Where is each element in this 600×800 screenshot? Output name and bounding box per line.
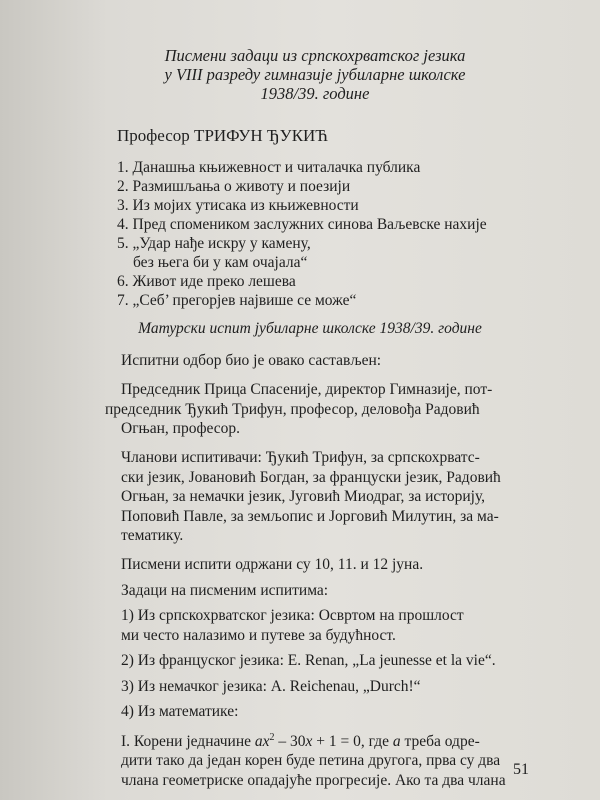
text-line: Председник Прица Спасеније, директор Гимназије, пот- xyxy=(121,381,493,398)
text-line: 1) Из српскохрватског језика: Освртом на прошлост xyxy=(121,607,464,624)
committee-intro: Испитни одбор био је овако састављен: xyxy=(121,352,382,369)
math-text: + 1 = 0, где xyxy=(312,732,393,750)
math-var: x xyxy=(305,732,313,750)
text-line: тематику. xyxy=(121,527,184,544)
text-line: Огњан, за немачки језик, Југовић Миодраг, за историју, xyxy=(121,488,486,505)
text-line: дити тако да један корен буде петина другога, прва су два xyxy=(121,752,501,770)
text-line: члана геометриске опадајуће прогресије. Ако та два члана xyxy=(121,771,506,789)
text-line: Огњан, професор. xyxy=(121,420,241,437)
topic-item: 3. Из мојих утисака из књижевности xyxy=(117,197,359,214)
math-text: – 30 xyxy=(274,732,306,750)
topic-item-continuation: без њега би у кам очајала“ xyxy=(133,254,308,271)
math-start: I. Корени једначине xyxy=(121,732,255,750)
topic-item: 6. Живот иде преко лешева xyxy=(117,273,296,290)
heading-line-3: 1938/39. године xyxy=(260,84,370,103)
text-line: председник Ђукић Трифун, професор, деловођа Радовић xyxy=(105,400,480,418)
topic-item: 7. „Себ’ прегорјев највише се може“ xyxy=(117,292,357,309)
topic-item: 1. Данашња књижевност и читалачка публика xyxy=(117,159,421,176)
text-line: ски језик, Јовановић Богдан, за француски језик, Радовић xyxy=(121,468,501,486)
dates-paragraph: Писмени испити одржани су 10, 11. и 12 јуна. xyxy=(121,556,424,573)
tasks-intro: Задаци на писменим испитима: xyxy=(121,581,329,599)
exam-heading: Матурски испит јубиларне школске 1938/39. године xyxy=(138,320,482,337)
section-heading xyxy=(140,46,490,103)
text-line: Поповић Павле, за земљопис и Јорговић Милутин, за ма- xyxy=(121,507,499,525)
task-4: 4) Из математике: xyxy=(121,703,239,720)
topic-item: 2. Размишљања о животу и поезији xyxy=(117,178,351,195)
topics-list xyxy=(117,158,487,310)
heading-line-1: Писмени задаци из српскохрватског језика xyxy=(164,46,466,65)
text-line: Чланови испитивачи: Ђукић Трифун, за српскохрватс- xyxy=(121,449,480,466)
professor-name: Професор ТРИФУН ЂУКИЋ xyxy=(117,126,328,145)
president-paragraph xyxy=(105,380,535,439)
task-3: 3) Из немачког језика: A. Reichenau, „Durch!“ xyxy=(121,677,421,695)
examiners-paragraph xyxy=(105,448,535,546)
task-2: 2) Из француског језика: E. Renan, „La jeunesse et la vie“. xyxy=(121,652,496,669)
text-line xyxy=(105,728,535,752)
math-var: a xyxy=(392,732,401,750)
task-1 xyxy=(105,606,535,645)
math-text: треба одре- xyxy=(400,732,480,750)
math-problem xyxy=(105,728,535,791)
topic-item: 5. „Удар нађе искру у камену, xyxy=(117,235,311,252)
body-text xyxy=(105,351,535,800)
text-line: ми често налазимо и путеве за будућност. xyxy=(121,626,396,644)
math-var: ax xyxy=(254,732,270,750)
page-number: 51 xyxy=(513,761,529,778)
topic-item: 4. Пред спомеником заслужних синова Ваљевске нахије xyxy=(117,216,487,233)
math-exponent: 2 xyxy=(269,731,275,743)
heading-line-2: у VIII разреду гимназије јубиларне школске xyxy=(164,65,466,84)
